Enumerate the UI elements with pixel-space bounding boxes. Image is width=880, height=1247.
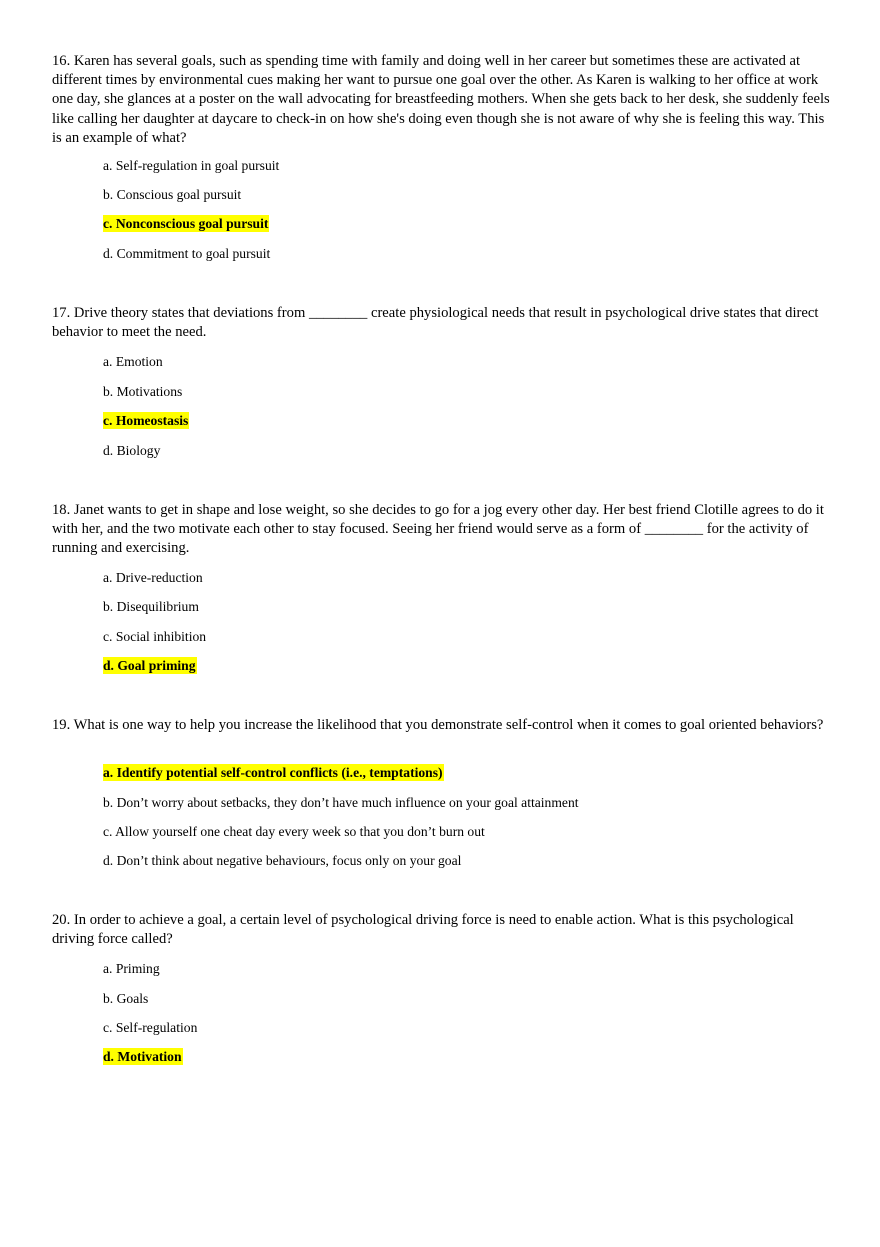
question-17-option-b: b. Motivations [103,384,183,399]
question-19-option-d: d. Don’t think about negative behaviours, focus only on your goal [103,853,462,868]
question-18-option-d-answer: d. Goal priming [103,658,196,673]
question-17-option-c-answer: c. Homeostasis [103,413,189,428]
question-19-option-a-answer: a. Identify potential self-control conflicts (i.e., temptations) [103,765,443,780]
question-18-text: 18. Janet wants to get in shape and lose weight, so she decides to go for a jog every other day. Her best friend Clotille agrees to do it with her, and the two motivate each other to stay focused. Seeing her friend would serve as a form of ________ for the activity of running and exercising. [52,502,824,557]
question-20-option-d-answer: d. Motivation [103,1049,182,1064]
question-16-option-b: b. Conscious goal pursuit [103,187,242,202]
question-20-option-c: c. Self-regulation [103,1020,198,1035]
question-17-text: 17. Drive theory states that deviations from ________ create physiological needs that result in psychological drive states that direct behavior to meet the need. [52,305,819,341]
question-20-option-a: a. Priming [103,961,160,976]
question-18-option-a: a. Drive-reduction [103,570,203,585]
question-20-option-b: b. Goals [103,991,149,1006]
question-16-option-a: a. Self-regulation in goal pursuit [103,158,280,173]
question-16 [52,52,830,148]
question-19-text: 19. What is one way to help you increase the likelihood that you demonstrate self-control when it comes to goal oriented behaviors? [52,717,824,733]
question-18 [52,501,830,559]
question-20-text: 20. In order to achieve a goal, a certain level of psychological driving force is need to enable action. What is this psychological driving force called? [52,912,794,948]
question-18-option-c: c. Social inhibition [103,629,207,644]
question-18-option-b: b. Disequilibrium [103,599,199,614]
question-19 [52,716,830,735]
question-17-option-a: a. Emotion [103,354,163,369]
question-17-option-d: d. Biology [103,443,161,458]
question-17 [52,304,830,342]
question-16-option-c-answer: c. Nonconscious goal pursuit [103,216,269,231]
question-19-option-c: c. Allow yourself one cheat day every week so that you don’t burn out [103,824,485,839]
question-16-text: 16. Karen has several goals, such as spending time with family and doing well in her career but sometimes these are activated at different times by environmental cues making her want to pursue one goal over the other. As Karen is walking to her office at work one day, she glances at a poster on the wall advocating for breastfeeding mothers. When she gets back to her desk, she suddenly feels like calling her daughter at daycare to check-in on how she's doing even though she is not aware of why she is feeling this way. This is an example of what? [52,53,830,146]
question-20 [52,911,830,949]
question-16-option-d: d. Commitment to goal pursuit [103,246,271,261]
question-19-option-b: b. Don’t worry about setbacks, they don’t have much influence on your goal attainment [103,795,579,810]
